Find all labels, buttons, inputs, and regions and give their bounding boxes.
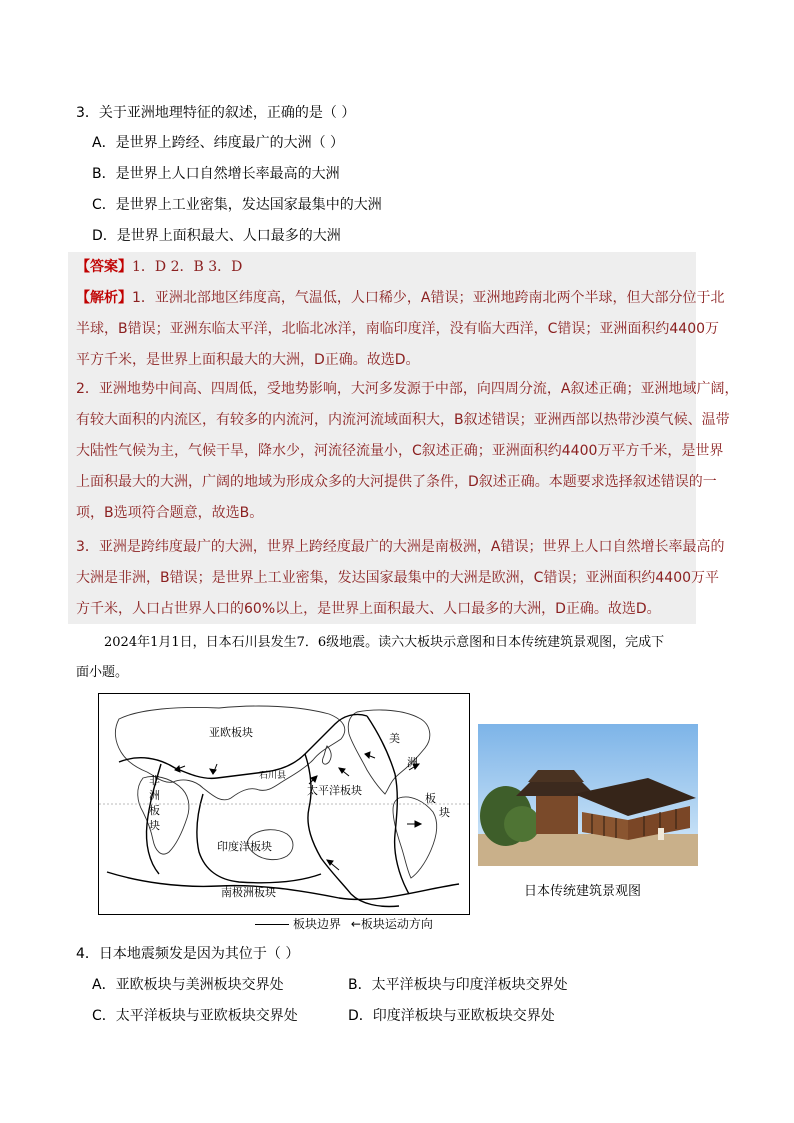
answer-line [76, 257, 242, 277]
legend-direction-label: 板块运动方向 [360, 917, 433, 931]
antarctic-boundary [107, 872, 459, 899]
answer-tag: 【答案】 [76, 259, 132, 275]
question-4-option-b: B．太平洋板块与印度洋板块交界处 [348, 977, 568, 993]
building-photo [478, 724, 698, 866]
analysis-line-3: 平方千米，是世界上面积最大的大洲，D正确。故选D。 [76, 352, 420, 368]
photo-caption: 日本传统建筑景观图 [524, 884, 642, 899]
african-plate-label-1: 非 [149, 774, 160, 787]
arrowhead [415, 821, 421, 827]
question-3-option-d: D．是世界上面积最大、人口最多的大洲 [92, 228, 341, 244]
north-america-outline [348, 710, 430, 794]
arrowhead [210, 769, 216, 774]
japan-outline [322, 746, 331, 764]
african-plate-label-4: 块 [149, 819, 160, 832]
signboard [658, 828, 664, 840]
american-plate-label-3: 板 [425, 792, 436, 805]
eurasian-plate-label: 亚欧板块 [209, 726, 253, 739]
map-legend [255, 916, 433, 932]
question-4-option-c: C．太平洋板块与亚欧板块交界处 [92, 1008, 298, 1024]
ishikawa-label: 石川县 [259, 771, 287, 781]
analysis-line-8: 项，B选项符合题意，故选B。 [76, 505, 264, 521]
indian-plate-label: 印度洋板块 [217, 840, 272, 853]
african-plate-label-2: 洲 [149, 789, 160, 802]
arrowhead [175, 766, 180, 772]
tree [504, 806, 540, 842]
american-plate-label-1: 美 [389, 732, 400, 745]
question-4-option-a: A．亚欧板块与美洲板块交界处 [92, 977, 284, 993]
boundary-line-symbol [255, 924, 289, 925]
plate-map [98, 693, 470, 915]
south-america-outline [393, 797, 437, 878]
question-3-stem: 3．关于亚洲地理特征的叙述，正确的是（ ） [76, 105, 356, 121]
arrow-icon: ← [350, 917, 361, 931]
analysis-line-11: 方千米，人口占世界人口的60%以上，是世界上面积最大、人口最多的大洲，D正确。故选D。 [76, 601, 661, 617]
question-4-option-d: D．印度洋板块与亚欧板块交界处 [348, 1008, 555, 1024]
intro-line-1: 2024年1月1日，日本石川县发生7．6级地震。读六大板块示意图和日本传统建筑景观图，完成下 [104, 635, 665, 650]
analysis-line-2: 半球，B错误；亚洲东临太平洋，北临北冰洋，南临印度洋，没有临大西洋，C错误；亚洲面积约4400万 [76, 321, 720, 337]
analysis-line-1 [76, 288, 724, 308]
intro-line-2: 面小题。 [76, 665, 129, 680]
answer-text: 1．D 2．B 3．D [132, 259, 243, 275]
pacific-boundary-west [305, 754, 399, 907]
pacific-plate-label: 太平洋板块 [307, 784, 362, 797]
analysis-line-4: 2．亚洲地势中间高、四周低，受地势影响，大河多发源于中部，向四周分流，A叙述正确；亚洲地域广阔， [76, 381, 739, 397]
question-4-stem: 4．日本地震频发是因为其位于（ ） [76, 946, 300, 962]
answer-analysis-block [68, 252, 739, 624]
analysis-line-6: 大陆性气候为主，气候干旱，降水少，河流径流量小，C叙述正确；亚洲面积约4400万平方千米，是世界 [76, 443, 724, 459]
question-3-option-a: A．是世界上跨经、纬度最广的大洲（ ） [92, 135, 345, 151]
indian-boundary [197, 794, 321, 883]
analysis-line-5: 有较大面积的内流区，有较多的内流河，内流河流域面积大，B叙述错误；亚洲西部以热带沙漠气候、温带 [76, 412, 730, 428]
american-plate-label-2: 洲 [407, 756, 418, 769]
analysis-line-7: 上面积最大的大洲，广阔的地域为形成众多的大河提供了条件，D叙述正确。本题要求选择叙述错误的一 [76, 474, 717, 490]
analysis-line-9: 3．亚洲是跨纬度最广的大洲，世界上跨经度最广的大洲是南极洲，A错误；世界上人口自然增长率最高的 [76, 539, 725, 555]
analysis-tag: 【解析】 [76, 290, 132, 306]
pacific-boundary-east [367, 716, 409, 894]
legend-boundary-label: 板块边界 [293, 917, 342, 931]
antarctic-plate-label: 南极洲板块 [221, 886, 276, 899]
question-3-option-c: C．是世界上工业密集，发达国家最集中的大洲 [92, 197, 382, 213]
africa-outline [138, 776, 189, 854]
african-plate-label-3: 板 [149, 804, 160, 817]
analysis-text-1: 1．亚洲北部地区纬度高，气温低，人口稀少，A错误；亚洲地跨南北两个半球，但大部分位于北 [132, 290, 725, 306]
question-3-option-b: B．是世界上人口自然增长率最高的大洲 [92, 166, 340, 182]
analysis-line-10: 大洲是非洲，B错误；是世界上工业密集，发达国家最集中的大洲是欧洲，C错误；亚洲面积约4400万平 [76, 570, 720, 586]
american-plate-label-4: 块 [439, 806, 450, 819]
building-photo-drawing [478, 724, 698, 866]
gate-body [536, 796, 578, 834]
arrowhead [365, 752, 370, 758]
